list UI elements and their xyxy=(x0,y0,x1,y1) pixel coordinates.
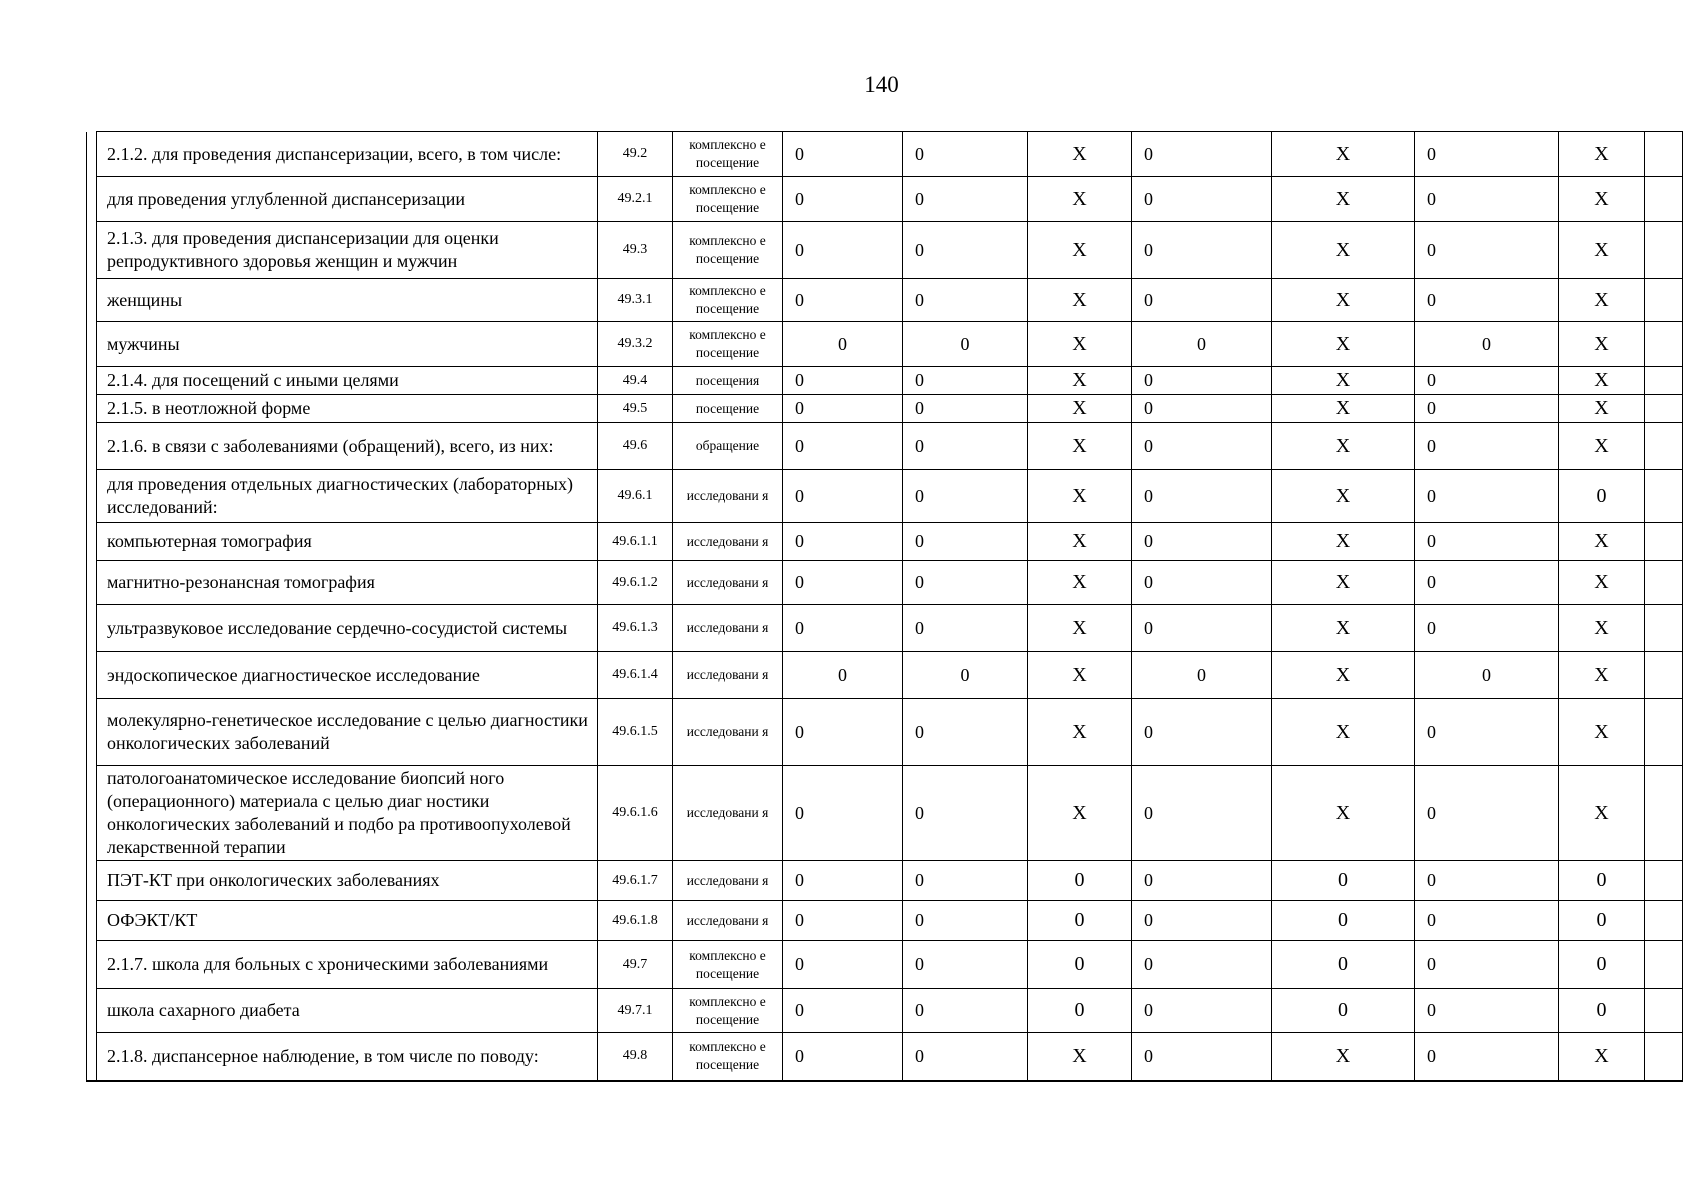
value-cell-1: 0 xyxy=(783,699,903,766)
value-cell-1: 0 xyxy=(783,279,903,322)
row-code-cell: 49.7 xyxy=(598,941,673,989)
row-code-cell: 49.2.1 xyxy=(598,177,673,222)
value-cell-6: 0 xyxy=(1415,989,1559,1033)
row-unit-cell: обращение xyxy=(673,423,783,470)
row-end-cell xyxy=(1645,605,1683,652)
value-cell-2: 0 xyxy=(903,1033,1028,1081)
value-cell-1: 0 xyxy=(783,132,903,177)
value-cell-6: 0 xyxy=(1415,699,1559,766)
value-cell-6: 0 xyxy=(1415,652,1559,699)
row-unit-cell: исследовани я xyxy=(673,861,783,901)
value-cell-7: X xyxy=(1559,652,1645,699)
value-cell-1: 0 xyxy=(783,989,903,1033)
value-cell-4: 0 xyxy=(1132,699,1272,766)
value-cell-5: X xyxy=(1272,423,1415,470)
value-cell-7: 0 xyxy=(1559,470,1645,523)
value-cell-4: 0 xyxy=(1132,395,1272,423)
row-margin-cell xyxy=(87,367,97,395)
row-name-cell: 2.1.3. для проведения диспансеризации для оценки репродуктивного здоровья женщин и мужчин xyxy=(97,222,598,279)
table-row xyxy=(87,132,1683,177)
value-cell-3: X xyxy=(1028,652,1132,699)
row-code-cell: 49.6.1.7 xyxy=(598,861,673,901)
value-cell-5: X xyxy=(1272,322,1415,367)
value-cell-5: 0 xyxy=(1272,989,1415,1033)
row-end-cell xyxy=(1645,367,1683,395)
value-cell-6: 0 xyxy=(1415,279,1559,322)
row-unit-cell: комплексно е посещение xyxy=(673,1033,783,1081)
value-cell-7: X xyxy=(1559,222,1645,279)
row-margin-cell xyxy=(87,395,97,423)
row-code-cell: 49.8 xyxy=(598,1033,673,1081)
row-margin-cell xyxy=(87,322,97,367)
value-cell-5: X xyxy=(1272,395,1415,423)
value-cell-5: 0 xyxy=(1272,861,1415,901)
table-row xyxy=(87,177,1683,222)
value-cell-3: X xyxy=(1028,423,1132,470)
row-end-cell xyxy=(1645,279,1683,322)
row-name-cell: мужчины xyxy=(97,322,598,367)
value-cell-6: 0 xyxy=(1415,177,1559,222)
row-margin-cell xyxy=(87,470,97,523)
value-cell-2: 0 xyxy=(903,652,1028,699)
value-cell-2: 0 xyxy=(903,132,1028,177)
row-name-cell: для проведения отдельных диагностических (лабораторных) исследований: xyxy=(97,470,598,523)
value-cell-4: 0 xyxy=(1132,941,1272,989)
table-row xyxy=(87,941,1683,989)
row-name-cell: компьютерная томография xyxy=(97,523,598,561)
row-code-cell: 49.6.1.3 xyxy=(598,605,673,652)
row-unit-cell: комплексно е посещение xyxy=(673,177,783,222)
value-cell-3: X xyxy=(1028,1033,1132,1081)
row-margin-cell xyxy=(87,279,97,322)
value-cell-2: 0 xyxy=(903,322,1028,367)
value-cell-1: 0 xyxy=(783,470,903,523)
row-unit-cell: исследовани я xyxy=(673,766,783,861)
row-margin-cell xyxy=(87,222,97,279)
row-unit-cell: комплексно е посещение xyxy=(673,132,783,177)
row-margin-cell xyxy=(87,423,97,470)
value-cell-3: X xyxy=(1028,605,1132,652)
row-margin-cell xyxy=(87,766,97,861)
value-cell-3: X xyxy=(1028,470,1132,523)
value-cell-1: 0 xyxy=(783,766,903,861)
table-row xyxy=(87,423,1683,470)
row-unit-cell: комплексно е посещение xyxy=(673,279,783,322)
value-cell-3: X xyxy=(1028,699,1132,766)
row-unit-cell: исследовани я xyxy=(673,561,783,605)
row-end-cell xyxy=(1645,941,1683,989)
value-cell-1: 0 xyxy=(783,322,903,367)
table-row xyxy=(87,222,1683,279)
row-name-cell: 2.1.5. в неотложной форме xyxy=(97,395,598,423)
table-row xyxy=(87,367,1683,395)
value-cell-7: X xyxy=(1559,177,1645,222)
row-name-cell: ультразвуковое исследование сердечно-сосудистой системы xyxy=(97,605,598,652)
value-cell-6: 0 xyxy=(1415,222,1559,279)
table-row xyxy=(87,470,1683,523)
row-code-cell: 49.6.1.4 xyxy=(598,652,673,699)
value-cell-7: X xyxy=(1559,1033,1645,1081)
value-cell-1: 0 xyxy=(783,1033,903,1081)
table-row xyxy=(87,322,1683,367)
value-cell-2: 0 xyxy=(903,423,1028,470)
row-margin-cell xyxy=(87,861,97,901)
table-row xyxy=(87,605,1683,652)
table-row xyxy=(87,861,1683,901)
row-end-cell xyxy=(1645,861,1683,901)
value-cell-2: 0 xyxy=(903,395,1028,423)
value-cell-2: 0 xyxy=(903,561,1028,605)
table-row xyxy=(87,699,1683,766)
row-margin-cell xyxy=(87,605,97,652)
value-cell-1: 0 xyxy=(783,561,903,605)
row-name-cell: для проведения углубленной диспансеризации xyxy=(97,177,598,222)
value-cell-4: 0 xyxy=(1132,470,1272,523)
value-cell-7: X xyxy=(1559,367,1645,395)
table-row xyxy=(87,652,1683,699)
row-code-cell: 49.6.1.2 xyxy=(598,561,673,605)
row-margin-cell xyxy=(87,901,97,941)
value-cell-2: 0 xyxy=(903,941,1028,989)
value-cell-2: 0 xyxy=(903,177,1028,222)
value-cell-1: 0 xyxy=(783,652,903,699)
value-cell-7: X xyxy=(1559,279,1645,322)
value-cell-5: X xyxy=(1272,652,1415,699)
value-cell-7: 0 xyxy=(1559,941,1645,989)
value-cell-4: 0 xyxy=(1132,367,1272,395)
value-cell-7: 0 xyxy=(1559,861,1645,901)
value-cell-4: 0 xyxy=(1132,605,1272,652)
value-cell-6: 0 xyxy=(1415,941,1559,989)
value-cell-6: 0 xyxy=(1415,322,1559,367)
value-cell-3: 0 xyxy=(1028,941,1132,989)
value-cell-7: X xyxy=(1559,523,1645,561)
value-cell-3: X xyxy=(1028,766,1132,861)
value-cell-5: X xyxy=(1272,367,1415,395)
data-table-container xyxy=(86,131,1682,1082)
row-end-cell xyxy=(1645,322,1683,367)
row-name-cell: молекулярно-генетическое исследование с целью диагностики онкологических заболеваний xyxy=(97,699,598,766)
value-cell-2: 0 xyxy=(903,699,1028,766)
row-name-cell: эндоскопическое диагностическое исследование xyxy=(97,652,598,699)
value-cell-2: 0 xyxy=(903,861,1028,901)
row-end-cell xyxy=(1645,766,1683,861)
value-cell-7: 0 xyxy=(1559,989,1645,1033)
value-cell-6: 0 xyxy=(1415,861,1559,901)
value-cell-3: X xyxy=(1028,367,1132,395)
row-margin-cell xyxy=(87,941,97,989)
value-cell-5: X xyxy=(1272,470,1415,523)
row-unit-cell: исследовани я xyxy=(673,652,783,699)
row-code-cell: 49.3 xyxy=(598,222,673,279)
value-cell-6: 0 xyxy=(1415,395,1559,423)
value-cell-2: 0 xyxy=(903,523,1028,561)
row-name-cell: 2.1.7. школа для больных с хроническими заболеваниями xyxy=(97,941,598,989)
row-margin-cell xyxy=(87,561,97,605)
row-end-cell xyxy=(1645,652,1683,699)
row-margin-cell xyxy=(87,523,97,561)
row-name-cell: магнитно-резонансная томография xyxy=(97,561,598,605)
row-end-cell xyxy=(1645,423,1683,470)
value-cell-6: 0 xyxy=(1415,561,1559,605)
value-cell-4: 0 xyxy=(1132,1033,1272,1081)
row-name-cell: 2.1.4. для посещений с иными целями xyxy=(97,367,598,395)
row-end-cell xyxy=(1645,222,1683,279)
value-cell-7: 0 xyxy=(1559,901,1645,941)
row-margin-cell xyxy=(87,177,97,222)
value-cell-7: X xyxy=(1559,395,1645,423)
value-cell-5: 0 xyxy=(1272,901,1415,941)
value-cell-5: X xyxy=(1272,177,1415,222)
value-cell-5: X xyxy=(1272,132,1415,177)
value-cell-6: 0 xyxy=(1415,367,1559,395)
row-unit-cell: исследовани я xyxy=(673,699,783,766)
value-cell-3: X xyxy=(1028,132,1132,177)
value-cell-4: 0 xyxy=(1132,279,1272,322)
row-end-cell xyxy=(1645,989,1683,1033)
value-cell-2: 0 xyxy=(903,367,1028,395)
value-cell-1: 0 xyxy=(783,367,903,395)
row-margin-cell xyxy=(87,132,97,177)
value-cell-3: X xyxy=(1028,395,1132,423)
row-name-cell: школа сахарного диабета xyxy=(97,989,598,1033)
row-name-cell: патологоанатомическое исследование биопсий ного (операционного) материала с целью диаг ностики онкологических заболеваний и подбо ра противоопухолевой лекарственной терапии xyxy=(97,766,598,861)
table-row xyxy=(87,766,1683,861)
value-cell-4: 0 xyxy=(1132,766,1272,861)
row-name-cell: ОФЭКТ/КТ xyxy=(97,901,598,941)
page-number: 140 xyxy=(864,72,899,97)
row-code-cell: 49.6.1.1 xyxy=(598,523,673,561)
row-code-cell: 49.5 xyxy=(598,395,673,423)
value-cell-4: 0 xyxy=(1132,222,1272,279)
value-cell-1: 0 xyxy=(783,941,903,989)
value-cell-7: X xyxy=(1559,423,1645,470)
row-end-cell xyxy=(1645,177,1683,222)
row-unit-cell: комплексно е посещение xyxy=(673,989,783,1033)
value-cell-3: X xyxy=(1028,561,1132,605)
value-cell-4: 0 xyxy=(1132,322,1272,367)
value-cell-1: 0 xyxy=(783,423,903,470)
row-end-cell xyxy=(1645,470,1683,523)
row-code-cell: 49.7.1 xyxy=(598,989,673,1033)
value-cell-2: 0 xyxy=(903,222,1028,279)
table-row xyxy=(87,1033,1683,1081)
row-code-cell: 49.6.1 xyxy=(598,470,673,523)
value-cell-6: 0 xyxy=(1415,605,1559,652)
value-cell-4: 0 xyxy=(1132,177,1272,222)
row-code-cell: 49.3.2 xyxy=(598,322,673,367)
value-cell-7: X xyxy=(1559,766,1645,861)
row-margin-cell xyxy=(87,1033,97,1081)
value-cell-6: 0 xyxy=(1415,901,1559,941)
value-cell-5: X xyxy=(1272,699,1415,766)
table-row xyxy=(87,279,1683,322)
row-end-cell xyxy=(1645,523,1683,561)
value-cell-4: 0 xyxy=(1132,989,1272,1033)
table-row xyxy=(87,901,1683,941)
value-cell-2: 0 xyxy=(903,766,1028,861)
value-cell-3: X xyxy=(1028,177,1132,222)
value-cell-5: X xyxy=(1272,605,1415,652)
row-unit-cell: исследовани я xyxy=(673,605,783,652)
value-cell-3: X xyxy=(1028,222,1132,279)
row-code-cell: 49.6.1.6 xyxy=(598,766,673,861)
table-row xyxy=(87,523,1683,561)
value-cell-7: X xyxy=(1559,699,1645,766)
data-table xyxy=(86,131,1683,1082)
value-cell-1: 0 xyxy=(783,901,903,941)
value-cell-7: X xyxy=(1559,561,1645,605)
value-cell-1: 0 xyxy=(783,395,903,423)
row-code-cell: 49.2 xyxy=(598,132,673,177)
value-cell-3: X xyxy=(1028,523,1132,561)
value-cell-2: 0 xyxy=(903,901,1028,941)
row-unit-cell: комплексно е посещение xyxy=(673,322,783,367)
value-cell-4: 0 xyxy=(1132,861,1272,901)
value-cell-5: X xyxy=(1272,1033,1415,1081)
row-unit-cell: исследовани я xyxy=(673,470,783,523)
value-cell-5: X xyxy=(1272,766,1415,861)
value-cell-1: 0 xyxy=(783,222,903,279)
value-cell-3: 0 xyxy=(1028,989,1132,1033)
value-cell-5: X xyxy=(1272,561,1415,605)
value-cell-4: 0 xyxy=(1132,652,1272,699)
row-end-cell xyxy=(1645,395,1683,423)
row-end-cell xyxy=(1645,1033,1683,1081)
value-cell-2: 0 xyxy=(903,279,1028,322)
value-cell-6: 0 xyxy=(1415,1033,1559,1081)
row-end-cell xyxy=(1645,699,1683,766)
table-body xyxy=(87,132,1683,1081)
row-end-cell xyxy=(1645,901,1683,941)
row-end-cell xyxy=(1645,561,1683,605)
row-code-cell: 49.6 xyxy=(598,423,673,470)
value-cell-5: X xyxy=(1272,222,1415,279)
row-code-cell: 49.4 xyxy=(598,367,673,395)
value-cell-4: 0 xyxy=(1132,901,1272,941)
row-unit-cell: комплексно е посещение xyxy=(673,941,783,989)
row-unit-cell: исследовани я xyxy=(673,901,783,941)
value-cell-6: 0 xyxy=(1415,423,1559,470)
row-unit-cell: посещение xyxy=(673,395,783,423)
value-cell-2: 0 xyxy=(903,470,1028,523)
value-cell-7: X xyxy=(1559,132,1645,177)
row-name-cell: женщины xyxy=(97,279,598,322)
row-name-cell: 2.1.2. для проведения диспансеризации, всего, в том числе: xyxy=(97,132,598,177)
row-end-cell xyxy=(1645,132,1683,177)
table-row xyxy=(87,561,1683,605)
value-cell-1: 0 xyxy=(783,177,903,222)
table-row xyxy=(87,395,1683,423)
value-cell-4: 0 xyxy=(1132,561,1272,605)
value-cell-6: 0 xyxy=(1415,523,1559,561)
value-cell-5: X xyxy=(1272,279,1415,322)
value-cell-2: 0 xyxy=(903,989,1028,1033)
row-code-cell: 49.3.1 xyxy=(598,279,673,322)
value-cell-6: 0 xyxy=(1415,132,1559,177)
row-unit-cell: исследовани я xyxy=(673,523,783,561)
value-cell-4: 0 xyxy=(1132,423,1272,470)
value-cell-2: 0 xyxy=(903,605,1028,652)
value-cell-5: X xyxy=(1272,523,1415,561)
value-cell-7: X xyxy=(1559,605,1645,652)
value-cell-5: 0 xyxy=(1272,941,1415,989)
value-cell-1: 0 xyxy=(783,861,903,901)
row-margin-cell xyxy=(87,989,97,1033)
row-unit-cell: посещения xyxy=(673,367,783,395)
value-cell-3: 0 xyxy=(1028,861,1132,901)
row-name-cell: 2.1.8. диспансерное наблюдение, в том числе по поводу: xyxy=(97,1033,598,1081)
row-code-cell: 49.6.1.5 xyxy=(598,699,673,766)
row-code-cell: 49.6.1.8 xyxy=(598,901,673,941)
value-cell-6: 0 xyxy=(1415,766,1559,861)
value-cell-4: 0 xyxy=(1132,132,1272,177)
table-row xyxy=(87,989,1683,1033)
value-cell-4: 0 xyxy=(1132,523,1272,561)
value-cell-1: 0 xyxy=(783,523,903,561)
row-margin-cell xyxy=(87,652,97,699)
value-cell-1: 0 xyxy=(783,605,903,652)
row-name-cell: ПЭТ-КТ при онкологических заболеваниях xyxy=(97,861,598,901)
value-cell-6: 0 xyxy=(1415,470,1559,523)
value-cell-3: X xyxy=(1028,279,1132,322)
row-margin-cell xyxy=(87,699,97,766)
value-cell-7: X xyxy=(1559,322,1645,367)
row-unit-cell: комплексно е посещение xyxy=(673,222,783,279)
row-name-cell: 2.1.6. в связи с заболеваниями (обращений), всего, из них: xyxy=(97,423,598,470)
value-cell-3: 0 xyxy=(1028,901,1132,941)
value-cell-3: X xyxy=(1028,322,1132,367)
